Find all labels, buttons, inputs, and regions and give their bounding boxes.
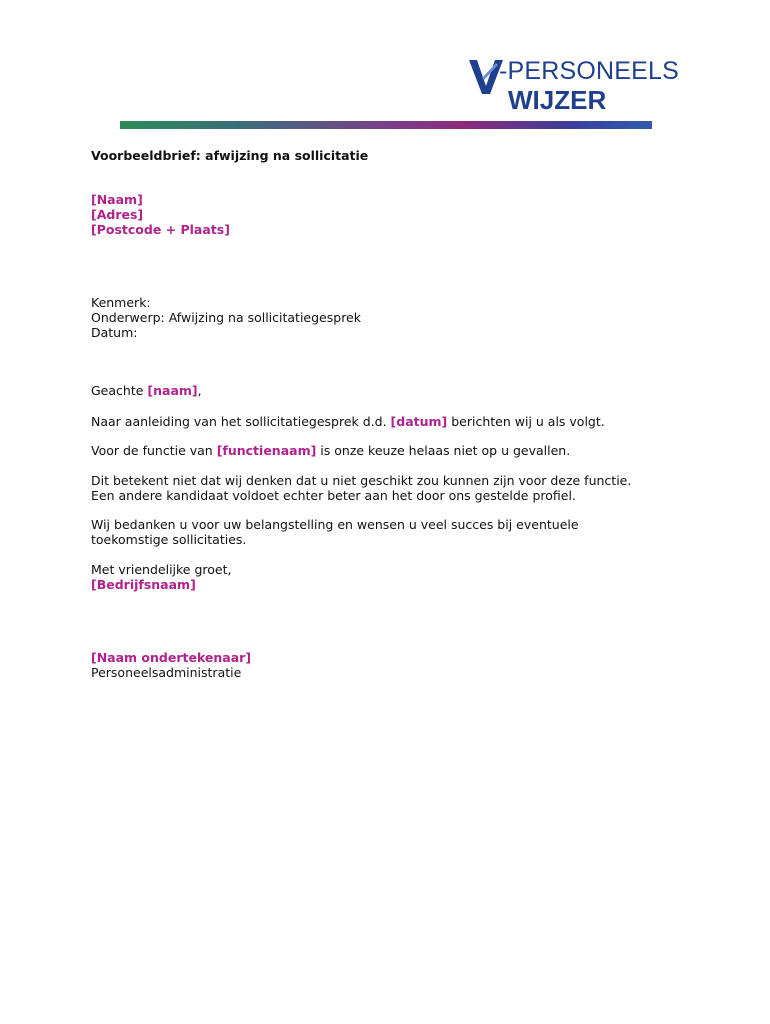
closing: Met vriendelijke groet, (91, 562, 232, 577)
signer-name: [Naam ondertekenaar] (91, 650, 252, 665)
address-name: [Naam] (91, 192, 143, 207)
kenmerk-label: Kenmerk: (91, 295, 151, 310)
letter-title: Voorbeeldbrief: afwijzing na sollicitatie (91, 148, 369, 163)
address-postcode: [Postcode + Plaats] (91, 222, 230, 237)
paragraph-2 (91, 443, 570, 458)
logo-text-bottom: WIJZER (508, 85, 607, 115)
paragraph-4-line-1: Wij bedanken u voor uw belangstelling en wensen u veel succes bij eventuele (91, 517, 579, 532)
paragraph-4-line-2: toekomstige sollicitaties. (91, 532, 247, 547)
onderwerp-line: Onderwerp: Afwijzing na sollicitatiegesprek (91, 310, 361, 325)
p2-post: is onze keuze helaas niet op u gevallen. (316, 443, 571, 458)
p2-pre: Voor de functie van (91, 443, 217, 458)
greeting-placeholder: [naam] (147, 383, 198, 398)
greeting (91, 383, 202, 398)
p2-placeholder: [functienaam] (216, 443, 317, 458)
personeelswijzer-logo (469, 56, 680, 118)
p1-post: berichten wij u als volgt. (447, 414, 605, 429)
paragraph-3-line-1: Dit betekent niet dat wij denken dat u niet geschikt zou kunnen zijn voor deze functie. (91, 473, 632, 488)
logo-text-top: -PERSONEELS (499, 57, 680, 85)
company-name: [Bedrijfsnaam] (91, 577, 196, 592)
paragraph-1 (91, 414, 605, 429)
department: Personeelsadministratie (91, 665, 242, 680)
p1-pre: Naar aanleiding van het sollicitatiegesprek d.d. (91, 414, 391, 429)
paragraph-3-line-2: Een andere kandidaat voldoet echter beter aan het door ons gestelde profiel. (91, 488, 576, 503)
greeting-post: , (197, 383, 202, 398)
greeting-pre: Geachte (91, 383, 148, 398)
header-gradient-bar (120, 121, 652, 129)
address-street: [Adres] (91, 207, 144, 222)
datum-label: Datum: (91, 325, 138, 340)
p1-placeholder: [datum] (390, 414, 448, 429)
